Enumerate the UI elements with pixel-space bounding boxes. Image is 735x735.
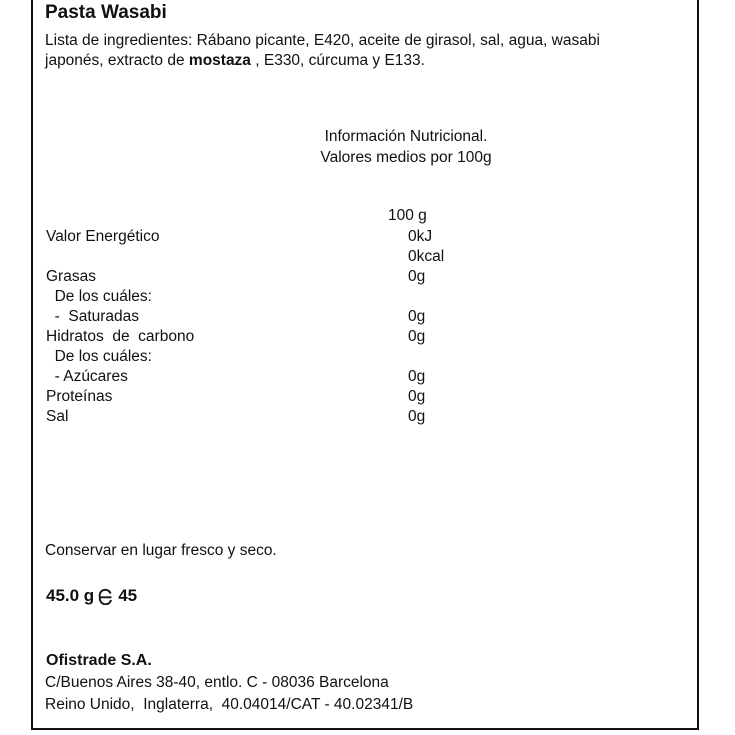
ingredients-list: [45, 31, 600, 71]
net-weight-value: 45.0 g: [46, 586, 95, 605]
nutrition-row-value: 0g: [408, 368, 426, 385]
nutrition-header: [260, 126, 552, 168]
nutrition-row-label: - Azúcares: [46, 368, 128, 385]
net-weight: [46, 586, 137, 606]
ingredients-text-b: , E330, cúrcuma y E133.: [250, 52, 425, 69]
estimated-e-mark-icon: [97, 588, 114, 605]
company-name: Ofistrade S.A.: [46, 652, 152, 669]
allergen-mostaza: mostaza: [188, 52, 251, 69]
ingredients-text-a: japonés, extracto de: [45, 52, 189, 69]
ingredients-line-1: Lista de ingredientes: Rábano picante, E420, aceite de girasol, sal, agua, wasabi: [45, 32, 600, 49]
nutrition-row-value: 0kJ: [408, 228, 433, 245]
nutrition-row-label: De los cuáles:: [46, 348, 152, 365]
nutrition-row-label: De los cuáles:: [46, 288, 152, 305]
nutrition-row-label: - Saturadas: [46, 308, 140, 325]
nutrition-row-value: 0g: [408, 408, 426, 425]
company-address-line-1: C/Buenos Aires 38-40, entlo. C - 08036 Barcelona: [45, 674, 389, 691]
drained-weight-value: 45: [118, 586, 138, 605]
nutrition-row-label: Hidratos de carbono: [46, 328, 195, 345]
nutrition-row-value: 0g: [408, 268, 426, 285]
nutrition-subheading: Valores medios por 100g: [320, 149, 492, 166]
nutrition-heading: Información Nutricional.: [324, 128, 488, 145]
nutrition-row-label: Sal: [46, 408, 69, 425]
ingredients-line-2: [45, 51, 600, 71]
nutrition-row-value: 0kcal: [408, 248, 445, 265]
nutrition-row-label: Grasas: [46, 268, 96, 285]
nutrition-row-value: 0g: [408, 388, 426, 405]
nutrition-row-label: Valor Energético: [46, 228, 160, 245]
nutrition-row-value: 0g: [408, 308, 426, 325]
nutrition-row-value: 0g: [408, 328, 426, 345]
nutrition-per-100g: 100 g: [388, 207, 427, 224]
company-address-line-2: Reino Unido, Inglaterra, 40.04014/CAT - 40.02341/B: [45, 696, 414, 713]
nutrition-row-label: Proteínas: [46, 388, 113, 405]
product-title: Pasta Wasabi: [45, 2, 167, 23]
storage-instructions: Conservar en lugar fresco y seco.: [45, 542, 277, 559]
